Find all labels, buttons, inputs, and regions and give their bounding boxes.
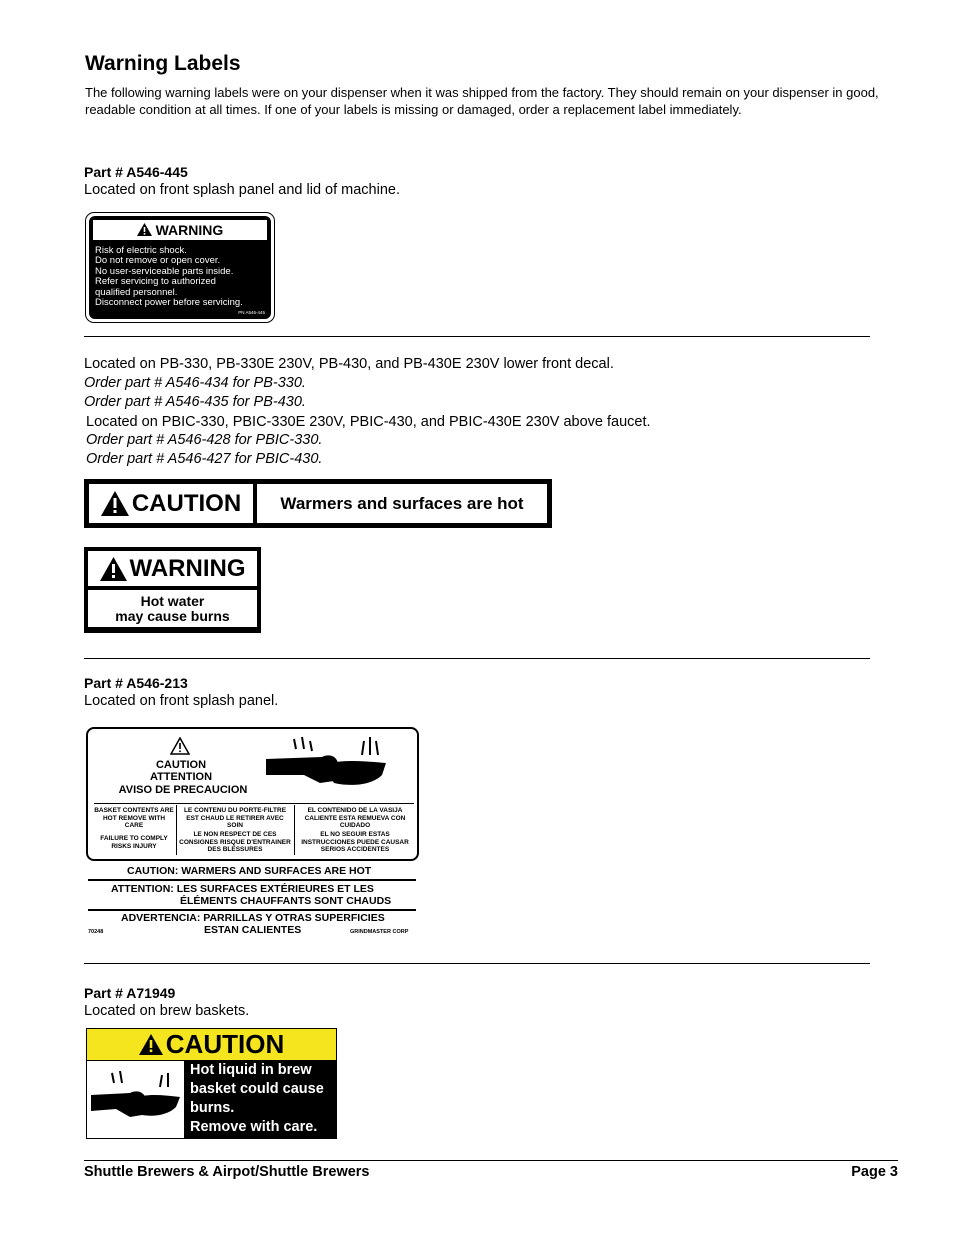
warning-text-line: Hot water: [140, 592, 205, 609]
caution-text-line: burns.: [190, 1100, 235, 1116]
english-text-2: FAILURE TO COMPLY RISKS INJURY: [100, 835, 168, 850]
divider: [84, 658, 870, 659]
divider: [294, 805, 295, 855]
warning-label-electric-shock: [85, 212, 275, 323]
caution-label-brew-basket: [86, 1028, 337, 1139]
label-line: Disconnect power before servicing.: [95, 297, 243, 309]
caution-text: Warmers and surfaces are hot: [257, 484, 547, 523]
caution-text-line: Remove with care.: [190, 1119, 318, 1135]
order-pb-430: Order part # A546-435 for PB-430.: [84, 394, 306, 410]
part-number-a546-213: Part # A546-213: [84, 675, 188, 691]
label-text: [95, 246, 265, 308]
strip-english: CAUTION: WARMERS AND SURFACES ARE HOT: [127, 865, 372, 877]
warning-label-hot-water: [84, 547, 261, 633]
warning-triangle-icon: [100, 557, 127, 581]
part-number-a71949: Part # A71949: [84, 985, 176, 1001]
label-line: qualified personnel.: [95, 286, 178, 298]
spanish-text-2: EL NO SEGUIR ESTAS INSTRUCCIONES PUEDE CAUSAR SERIOS ACCIDENTES: [301, 831, 409, 853]
warning-text-line: may cause burns: [115, 607, 230, 624]
label-line: Do not remove or open cover.: [95, 255, 221, 267]
hand-hot-basket-icon: [90, 1071, 182, 1127]
hand-hot-basket-icon: [264, 735, 388, 801]
strip-french-1: ATTENTION: LES SURFACES EXTÉRIEURES ET LES: [111, 883, 374, 895]
warning-box: [88, 551, 257, 586]
caution-heading-en: CAUTION: [155, 759, 207, 771]
trilingual-caution-label: [86, 727, 419, 861]
divider: [94, 803, 414, 804]
caution-label-warmers: [84, 479, 552, 528]
label-part-number: PN A546-445: [238, 310, 265, 316]
warning-text: [88, 590, 257, 627]
page-number: Page 3: [851, 1164, 898, 1180]
location-a546-445: Located on front splash panel and lid of machine.: [84, 182, 400, 198]
strip-spanish-1: ADVERTENCIA: PARRILLAS Y OTRAS SUPERFICIES: [121, 912, 385, 924]
caution-word: CAUTION: [165, 1029, 285, 1059]
footer-title: Shuttle Brewers & Airpot/Shuttle Brewers: [84, 1164, 370, 1180]
warning-word: WARNING: [129, 554, 246, 582]
label-line: Risk of electric shock.: [95, 245, 187, 256]
caution-heading-fr: ATTENTION: [149, 771, 213, 783]
location-pb: Located on PB-330, PB-330E 230V, PB-430, and PB-430E 230V lower front decal.: [84, 356, 614, 372]
order-pbic-330: Order part # A546-428 for PBIC-330.: [86, 432, 323, 448]
divider: [176, 805, 177, 855]
caution-word: CAUTION: [131, 489, 242, 517]
strip-spanish-2: ESTAN CALIENTES: [204, 924, 302, 936]
caution-heading-es: AVISO DE PRECAUCION: [118, 784, 248, 796]
label-heading: WARNING: [155, 222, 224, 238]
french-text-2: LE NON RESPECT DE CES CONSIGNES RISQUE D'ENTRAINER DES BLESSURES: [179, 831, 291, 853]
label-line: No user-serviceable parts inside.: [95, 265, 234, 277]
location-a546-213: Located on front splash panel.: [84, 693, 279, 709]
warning-triangle-icon: [137, 223, 152, 236]
label-banner: [93, 220, 267, 240]
intro-paragraph: The following warning labels were on your dispenser when it was shipped from the factory. They should remain on your dispenser in good, readable condition at all times. If one of your labels is missing or damaged, order a replacement label immediately.: [85, 85, 879, 117]
order-pb-330: Order part # A546-434 for PB-330.: [84, 375, 306, 391]
english-text-1: BASKET CONTENTS ARE HOT REMOVE WITH CARE: [94, 807, 174, 829]
location-pbic: Located on PBIC-330, PBIC-330E 230V, PBIC-430, and PBIC-430E 230V above faucet.: [86, 414, 651, 430]
divider: [84, 336, 870, 337]
caution-box: [89, 484, 253, 523]
french-text-1: LE CONTENU DU PORTE-FILTRE EST CHAUD LE RETIRER AVEC SOIN: [183, 807, 287, 829]
caution-banner: [87, 1029, 336, 1061]
footer-rule: [84, 1160, 898, 1161]
label-code: 70248: [88, 929, 104, 935]
warning-triangle-icon: [139, 1034, 163, 1055]
caution-text-line: basket could cause: [190, 1081, 324, 1097]
divider: [88, 909, 416, 911]
divider: [84, 963, 870, 964]
label-brand: GRINDMASTER CORP: [350, 929, 409, 935]
order-pbic-430: Order part # A546-427 for PBIC-430.: [86, 451, 323, 467]
caution-text-line: Hot liquid in brew: [190, 1062, 312, 1078]
page-title: Warning Labels: [85, 52, 241, 75]
warning-triangle-icon: [170, 737, 190, 755]
strip-french-2: ÉLÉMENTS CHAUFFANTS SONT CHAUDS: [180, 895, 392, 907]
caution-text-box: [184, 1061, 336, 1138]
warning-triangle-icon: [101, 491, 129, 516]
divider: [88, 879, 416, 881]
part-number-a546-445: Part # A546-445: [84, 164, 188, 180]
spanish-text-1: EL CONTENIDO DE LA VASIJA CALIENTE ESTA REMUEVA CON CUIDADO: [304, 807, 406, 829]
label-line: Refer servicing to authorized: [95, 276, 216, 288]
location-a71949: Located on brew baskets.: [84, 1003, 250, 1019]
